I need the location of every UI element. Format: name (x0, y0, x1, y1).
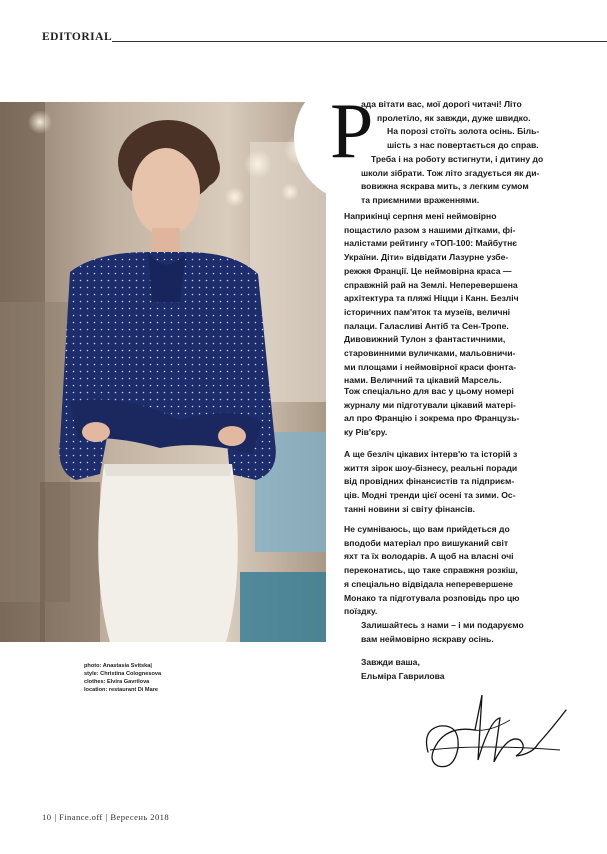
text-line: пощастило разом з нашими дітками, фі- (344, 224, 516, 235)
intro-paragraph-cont (361, 153, 543, 208)
text-line: А ще безліч цікавих інтерв'ю та історій з (344, 449, 518, 459)
page-number: 10 (42, 812, 52, 822)
text-line: життя зірок шоу-бізнесу, реальні поради (344, 462, 518, 473)
text-line: вам неймовірно яскраву осінь. (361, 633, 494, 644)
drop-cap-letter: Р (330, 87, 374, 174)
text-line: режжя Франції. Це неймовірна краса — (344, 265, 512, 276)
handwritten-signature (420, 690, 570, 785)
closing-paragraph (361, 619, 524, 646)
text-line: ада вітати вас, мої дорогі читачі! Літо (361, 99, 522, 109)
text-line: журналу ми підготували цікавий матері- (344, 399, 516, 410)
text-line: вовижна яскрава мить, з легким сумом (361, 181, 529, 192)
text-line: переконатись, що таке справжня розкіш, (344, 565, 518, 576)
text-line: яхт та їх володарів. А щоб на власні очі (344, 551, 514, 562)
credit-line: clothes: Elvira Gavrilova (84, 679, 150, 685)
photo-credits (84, 662, 161, 694)
text-line: архітектура та пляжі Ніцци і Канн. Безліч (344, 293, 519, 304)
text-line: вподоби матеріал про вишуканий світ (344, 537, 509, 548)
intro-paragraph (361, 98, 539, 153)
portrait-illustration (0, 102, 326, 642)
signoff-name: Ельміра Гаврилова (361, 670, 445, 681)
credit-line: style: Christina Colognesova (84, 671, 162, 677)
issue-date: Вересень 2018 (110, 812, 170, 822)
text-line: На порозі стоїть золота осінь. Біль- (387, 126, 540, 137)
text-line: ал про Францію і зокрема про Французь- (344, 413, 520, 424)
text-line: старовинними вуличками, мальовничи- (344, 348, 516, 359)
body-paragraph-4 (344, 523, 519, 619)
text-line: поїздку. (344, 606, 378, 617)
text-line: ми площами і неймовірної краси фонта- (344, 361, 517, 372)
text-line: танні новини зі світу фінансів. (344, 503, 476, 514)
signoff-line: Завжди ваша, (361, 657, 420, 667)
section-label: EDITORIAL (42, 31, 113, 43)
text-line: від провідних фінансистів та підприєм- (344, 476, 515, 487)
text-line: пролетіло, як завжди, дуже швидко. (377, 112, 531, 123)
text-line: я спеціально відвідала неперевершене (344, 578, 513, 589)
editor-portrait-photo (0, 102, 326, 642)
text-line: палаци. Галасливі Антіб та Сен-Тропе. (344, 320, 509, 331)
magazine-name: Finance.off (59, 812, 103, 822)
text-line: Треба і на роботу встигнути, і дитину до (371, 154, 544, 164)
text-line: Наприкінці серпня мені неймовірно (344, 211, 497, 221)
text-line: школи зібрати. Тож літо згадується як ди- (361, 167, 540, 178)
header-rule (112, 41, 607, 42)
credit-line: location: restaurant Di Mare (84, 687, 158, 693)
text-line: історичних пам'яток та музеїв, величні (344, 306, 511, 317)
text-line: Залишайтесь з нами – і ми подаруємо (361, 620, 524, 630)
text-line: Тож спеціально для вас у цьому номері (344, 386, 514, 396)
text-line: Монако та підготувала розповідь про цю (344, 592, 520, 603)
credit-line: photo: Anastasia Svitska| (84, 663, 152, 669)
body-paragraph-2 (344, 385, 519, 440)
signoff (361, 656, 445, 683)
text-line: України. Діти» відвідати Лазурне узбе- (344, 252, 509, 263)
text-line: ку Рів'єру. (344, 427, 388, 438)
text-line: ців. Модні тренди цієї осені та зими. Ос- (344, 490, 516, 501)
text-line: нами. Величний та цікавий Марсель. (344, 375, 502, 386)
text-line: справжній рай на Землі. Неперевершена (344, 279, 518, 290)
text-line: налістами рейтингу «ТОП-100: Майбутнє (344, 238, 518, 249)
body-paragraph-3 (344, 448, 517, 517)
text-line: та приємними враженнями. (361, 195, 480, 206)
text-line: Не сумніваюсь, що вам прийдеться до (344, 524, 510, 534)
page-footer: 10 | Finance.off | Вересень 2018 (42, 812, 170, 822)
text-line: шість з нас повертається до справ. (387, 140, 539, 151)
body-paragraph-1 (344, 210, 519, 388)
text-line: Дивовижний Тулон з фантастичними, (344, 334, 506, 345)
